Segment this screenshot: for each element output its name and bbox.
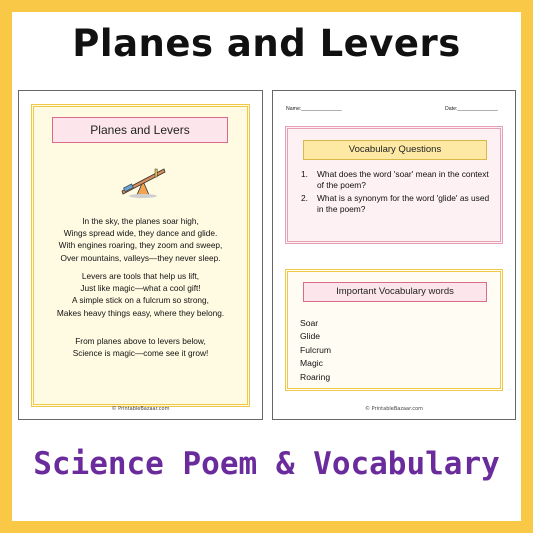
vocabulary-word: Roaring <box>300 371 331 382</box>
page-subtitle: Science Poem & Vocabulary <box>33 446 500 482</box>
poem-worksheet <box>18 90 263 420</box>
vocabulary-word: Glide <box>300 331 321 342</box>
date-field: Date:______________ <box>445 106 498 112</box>
poem-line: Just like magic—what a cool gift! <box>80 283 201 294</box>
vocabulary-word: Fulcrum <box>300 344 332 355</box>
copyright-footer: © PrintableBazaar.com <box>111 406 170 412</box>
poem-box <box>31 104 250 407</box>
poem-line: Wings spread wide, they dance and glide. <box>63 228 218 239</box>
poem-line: Makes heavy things easy, where they belong. <box>56 307 225 318</box>
poem-line: With engines roaring, they zoom and sweep, <box>58 240 223 251</box>
seesaw-icon <box>119 155 167 199</box>
question-number: 2. <box>301 193 308 203</box>
vocabulary-questions-box <box>285 126 503 244</box>
page-title: Planes and Levers <box>72 22 461 65</box>
vocabulary-questions-title: Vocabulary Questions <box>303 140 487 160</box>
vocabulary-word: Magic <box>300 358 323 369</box>
name-field: Name:______________ <box>286 106 342 112</box>
poem-line: In the sky, the planes soar high, <box>82 216 199 226</box>
poem-stanza-2 <box>34 270 247 319</box>
question-list <box>301 169 496 217</box>
poem-stanza-1 <box>34 215 247 264</box>
question-number: 1. <box>301 169 308 179</box>
question-item <box>301 169 496 191</box>
poem-line: Over mountains, valleys—they never sleep. <box>60 252 221 263</box>
poem-line: From planes above to levers below, <box>75 336 206 346</box>
question-text: What does the word 'soar' mean in the context of the poem? <box>317 169 489 190</box>
copyright-footer: © PrintableBazaar.com <box>365 406 423 412</box>
vocabulary-word: Soar <box>300 318 319 328</box>
vocabulary-words-title: Important Vocabulary words <box>303 282 487 302</box>
poem-stanza-3 <box>34 335 247 359</box>
poem-title: Planes and Levers <box>52 117 228 143</box>
vocabulary-words-box <box>285 269 503 391</box>
poem-line: Science is magic—come see it grow! <box>72 348 209 359</box>
word-list <box>300 317 331 384</box>
question-text: What is a synonym for the word 'glide' as used in the poem? <box>317 193 490 214</box>
vocabulary-worksheet <box>272 90 516 420</box>
question-item <box>301 193 496 215</box>
poem-line: Levers are tools that help us lift, <box>81 271 200 281</box>
poem-line: A simple stick on a fulcrum so strong, <box>72 295 209 306</box>
